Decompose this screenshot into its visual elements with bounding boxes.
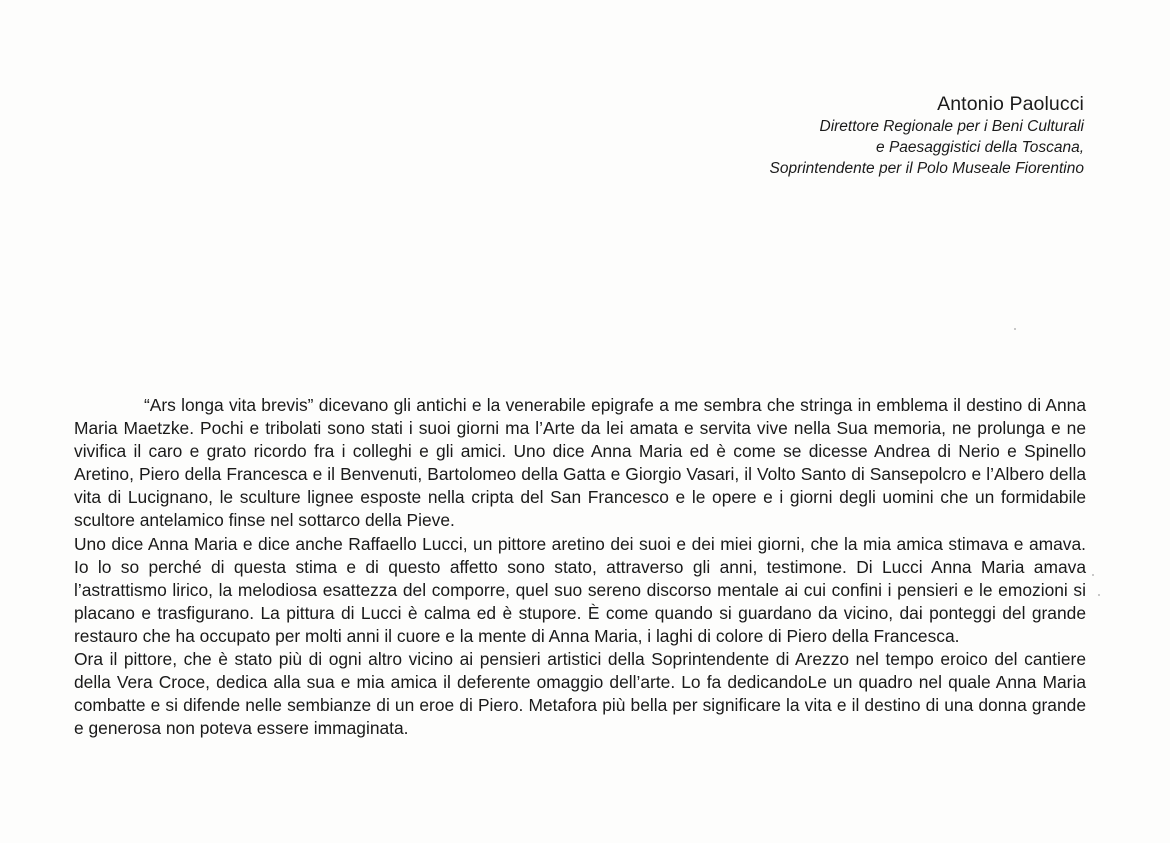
body-paragraph: “Ars longa vita brevis” dicevano gli antichi e la venerabile epigrafe a me sembra che stringa in emblema il destino di Anna Maria Maetzke. Pochi e tribolati sono stati i suoi giorni ma l’Arte da lei amata e servita vive nella Sua memoria, ne prolunga e ne vivifica il caro e grato ricordo fra i colleghi e gli amici. Uno dice Anna Maria ed è come se dicesse Andrea di Nerio e Spinello Aretino, Piero della Francesca e il Benvenuti, Bartolomeo della Gatta e Giorgio Vasari, il Volto Santo di Sansepolcro e l’Albero della vita di Lucignano, le sculture lignee esposte nella cripta del San Francesco e le opere e i giorni degli uomini che un formidabile scultore antelamico finse nel sottarco della Pieve.: [74, 395, 1086, 531]
author-name: Antonio Paolucci: [937, 93, 1084, 115]
author-role-line: Direttore Regionale per i Beni Culturali: [819, 118, 1084, 135]
body-text: [74, 394, 1086, 740]
scan-speck: [1014, 328, 1016, 330]
body-paragraph: Uno dice Anna Maria e dice anche Raffaello Lucci, un pittore aretino dei suoi e dei miei giorni, che la mia amica stimava e amava. Io lo so perché di questa stima e di questo affetto sono stato, attraverso gli anni, testimone. Di Lucci Anna Maria amava l’astrattismo lirico, la melodiosa esattezza del comporre, quel suo sereno discorso mentale ai cui confini i pensieri e le emozioni si placano e trasfigurano. La pittura di Lucci è calma ed è stupore. È come quando si guardano da vicino, dai ponteggi del grande restauro che ha occupato per molti anni il cuore e la mente di Anna Maria, i laghi di colore di Piero della Francesca.: [74, 533, 1086, 646]
scan-speck: [1092, 574, 1094, 576]
body-paragraph: Ora il pittore, che è stato più di ogni altro vicino ai pensieri artistici della Soprintendente di Arezzo nel tempo eroico del cantiere della Vera Croce, dedica alla sua e mia amica il deferente omaggio dell’arte. Lo fa dedicandoLe un quadro nel quale Anna Maria combatte e si difende nelle sembianze di un eroe di Piero. Metafora più bella per significare la vita e il destino di una donna grande e generosa non poteva essere immaginata.: [74, 649, 1086, 739]
author-signature-block: [770, 92, 1085, 179]
author-role-line: Soprintendente per il Polo Museale Fiorentino: [769, 160, 1084, 177]
scan-speck: [1098, 594, 1100, 596]
author-role-line: e Paesaggistici della Toscana,: [876, 139, 1084, 156]
